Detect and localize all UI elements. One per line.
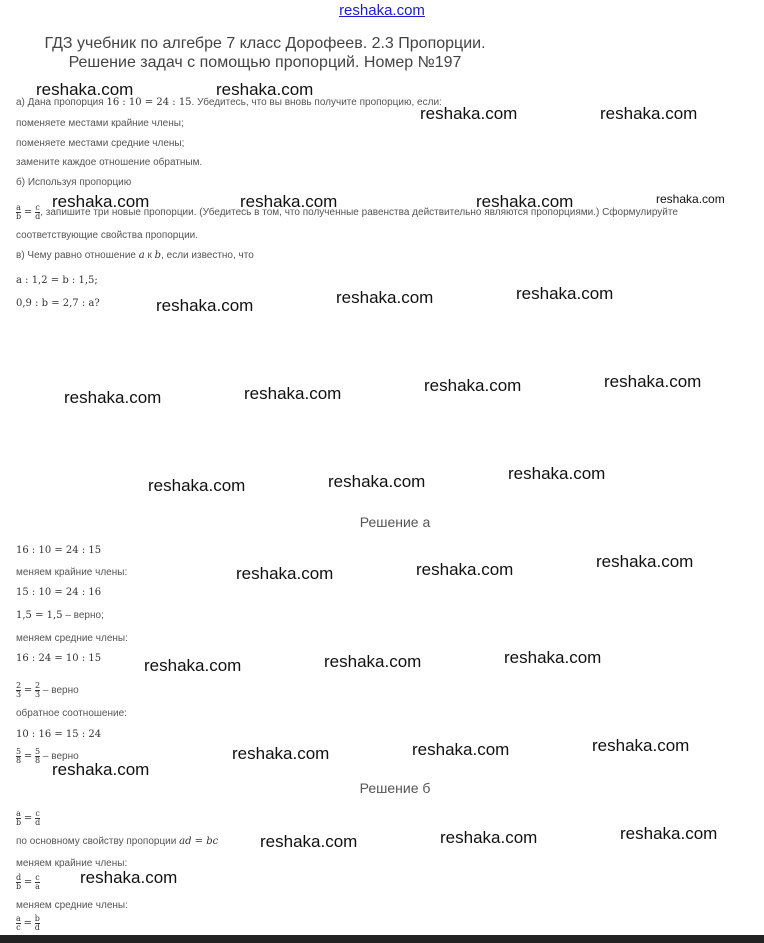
fraction-a-c: $\frac{a}{c}$ — [16, 914, 21, 932]
task-c-intro — [16, 250, 254, 261]
watermark: reshaka.com — [232, 744, 330, 763]
watermark: reshaka.com — [52, 760, 150, 779]
sol-a-line-8: обратное соотношение: — [16, 708, 127, 719]
task-c-prefix: в) Чему равно отношение — [16, 250, 136, 261]
watermark: reshaka.com — [80, 868, 178, 887]
watermark: reshaka.com — [260, 832, 358, 851]
solution-a-heading: Решение а — [359, 514, 431, 530]
task-c-suffix: , если известно, что — [161, 250, 254, 261]
fraction-a-b: $\frac{a}{b}$ — [16, 203, 22, 221]
sol-b-line-6 — [16, 915, 40, 932]
watermark: reshaka.com — [416, 560, 514, 579]
fraction-2-3-left: $\frac{2}{3}$ — [16, 681, 22, 699]
task-b-intro: б) Используя пропорцию — [16, 177, 132, 188]
watermark: reshaka.com — [156, 296, 254, 315]
sol-a-line-6: 16 : 24 = 10 : 15 — [16, 653, 102, 664]
watermark: reshaka.com — [216, 80, 314, 99]
sol-b-line-1 — [16, 810, 40, 827]
watermark: reshaka.com — [420, 104, 518, 123]
task-a-item-3: замените каждое отношение обратным. — [16, 157, 203, 168]
task-b-rest-2: соответствующие свойства пропорции. — [16, 230, 199, 241]
task-c-k: к — [147, 250, 152, 261]
task-c-var-a: a — [138, 250, 145, 261]
fraction-2-3-right: $\frac{2}{3}$ — [35, 681, 41, 699]
sol-b-line-2-math: ad = bc — [179, 836, 219, 847]
fraction-c-d: $\frac{c}{d}$ — [35, 809, 41, 827]
watermark: reshaka.com — [592, 736, 690, 755]
sol-a-line-1: 16 : 10 = 24 : 15 — [16, 545, 102, 556]
watermark: reshaka.com — [620, 824, 718, 843]
task-c-line-1: a : 1,2 = b : 1,5; — [16, 275, 98, 286]
watermark: reshaka.com — [144, 656, 242, 675]
sol-b-line-5: меняем средние члены: — [16, 900, 128, 911]
equals-sign: = — [23, 685, 33, 697]
bottom-bar — [0, 935, 764, 943]
sol-a-line-7-text: – верно — [40, 685, 79, 697]
watermark: reshaka.com — [476, 192, 574, 211]
watermark: reshaka.com — [328, 472, 426, 491]
watermark: reshaka.com — [600, 104, 698, 123]
sol-a-line-7 — [16, 682, 79, 699]
fraction-a-b: $\frac{a}{b}$ — [16, 809, 22, 827]
task-b-rest: , запишите три новые пропорции. (Убедитесь в том, что полученные равенства действительно являются пропорциями.) Сформулируйте — [40, 207, 678, 219]
task-a-proportion: 16 : 10 = 24 : 15 — [106, 97, 192, 108]
sol-a-line-2: меняем крайние члены: — [16, 567, 128, 578]
task-a-item-1: поменяете местами крайние члены; — [16, 118, 184, 129]
watermark: reshaka.com — [440, 828, 538, 847]
watermark: reshaka.com — [412, 740, 510, 759]
watermark: reshaka.com — [148, 476, 246, 495]
page-title-line2: Решение задач с помощью пропорций. Номер №197 — [68, 54, 462, 71]
fraction-c-d: $\frac{c}{d}$ — [35, 203, 41, 221]
equals-sign: = — [23, 813, 33, 825]
task-a-prefix: а) Дана пропорция — [16, 97, 104, 108]
site-link[interactable]: reshaka.com — [339, 2, 425, 19]
sol-b-line-3: меняем крайние члены: — [16, 858, 128, 869]
sol-a-line-4 — [16, 610, 104, 621]
watermark: reshaka.com — [64, 388, 162, 407]
watermark: reshaka.com — [596, 552, 694, 571]
equals-sign: = — [23, 751, 33, 763]
fraction-5-8-right: $\frac{5}{8}$ — [35, 747, 41, 765]
watermark: reshaka.com — [336, 288, 434, 307]
watermark: reshaka.com — [36, 80, 134, 99]
page-title — [0, 34, 530, 72]
watermark: reshaka.com — [656, 192, 725, 206]
watermark: reshaka.com — [604, 372, 702, 391]
equals-sign: = — [23, 877, 33, 889]
solution-b-heading: Решение б — [359, 780, 431, 796]
watermark: reshaka.com — [424, 376, 522, 395]
watermark: reshaka.com — [508, 464, 606, 483]
fraction-d-b: $\frac{d}{b}$ — [16, 873, 22, 891]
watermark: reshaka.com — [504, 648, 602, 667]
sol-a-line-5: меняем средние члены: — [16, 633, 128, 644]
fraction-5-8-left: $\frac{5}{8}$ — [16, 747, 22, 765]
task-a-item-2: поменяете местами средние члены; — [16, 138, 185, 149]
sol-a-line-3: 15 : 10 = 24 : 16 — [16, 587, 102, 598]
watermark: reshaka.com — [236, 564, 334, 583]
fraction-b-d: $\frac{b}{d}$ — [34, 914, 40, 932]
sol-a-line-4-text: – верно; — [62, 610, 104, 621]
watermark: reshaka.com — [52, 192, 150, 211]
fraction-c-a: $\frac{c}{a}$ — [35, 873, 40, 891]
watermark: reshaka.com — [516, 284, 614, 303]
equals-sign: = — [23, 207, 33, 219]
watermark: reshaka.com — [324, 652, 422, 671]
equals-sign: = — [23, 918, 32, 930]
sol-a-line-9: 10 : 16 = 15 : 24 — [16, 729, 102, 740]
sol-a-line-4-math: 1,5 = 1,5 — [16, 610, 63, 621]
sol-b-line-4 — [16, 874, 40, 891]
watermark: reshaka.com — [240, 192, 338, 211]
task-c-line-2: 0,9 : b = 2,7 : a? — [16, 298, 100, 309]
page-title-line1: ГДЗ учебник по алгебре 7 класс Дорофеев. 2.3 Пропорции. — [44, 35, 486, 52]
sol-a-line-10-text: – верно — [40, 751, 79, 763]
sol-b-line-2 — [16, 836, 218, 847]
task-a-suffix: . Убедитесь, что вы вновь получите пропорцию, если: — [191, 97, 442, 108]
task-c-var-b: b — [154, 250, 162, 261]
sol-b-line-2-text: по основному свойству пропорции — [16, 836, 177, 847]
watermark: reshaka.com — [244, 384, 342, 403]
